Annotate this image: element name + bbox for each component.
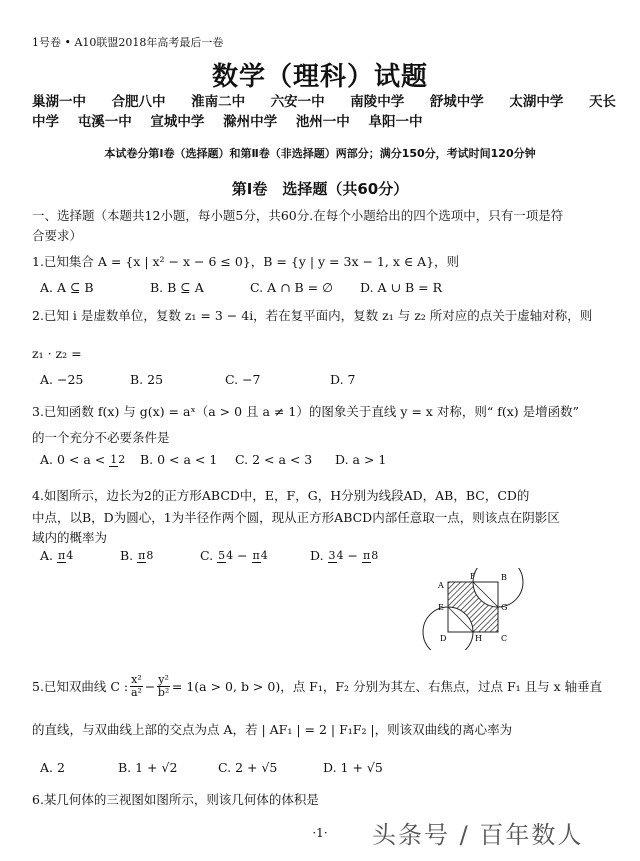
option-b: B. π8: [120, 548, 154, 563]
fraction: π8: [363, 549, 379, 562]
option-c: C. 2 + √5: [218, 760, 278, 775]
exam-instructions: 本试卷分第Ⅰ卷（选择题）和第Ⅱ卷（非选择题）两部分；满分150分，考试时间120分钟: [104, 147, 536, 160]
school-name: 巢湖一中: [32, 94, 86, 110]
school-name: 太湖中学: [509, 94, 564, 110]
fraction: $\frac{\text{y²}}{\text{b²}}$: [157, 673, 170, 699]
option-b: B. 25: [130, 372, 164, 387]
option-d: D. A ∪ B = R: [360, 280, 442, 295]
school-list-row-1: [32, 92, 616, 112]
option-a: A. 2: [40, 760, 65, 775]
school-name: 中学: [32, 114, 59, 130]
school-name: 屯溪一中: [77, 114, 132, 130]
label-h: H: [475, 634, 482, 643]
option-c: C. 54 − π4: [200, 548, 268, 563]
option-b: B. 1 + √2: [118, 760, 178, 775]
fraction: π4: [58, 549, 74, 562]
question-5-options: [40, 760, 423, 775]
page-number: ·1·: [312, 826, 328, 840]
question-1-stem: 1.已知集合 A = {x | x² − x − 6 ≤ 0}，B = {y | y = 3x − 1, x ∈ A}，则: [32, 254, 460, 269]
label-f: F: [470, 572, 476, 581]
school-name: 淮南二中: [191, 94, 246, 110]
school-name: 天长: [588, 94, 616, 110]
label-e: E: [438, 603, 444, 612]
page-title: 数学（理科）试题: [211, 62, 428, 92]
question-5-stem-line-1: 5.已知双曲线 C : $\frac{\text{x²}}{\text{a²}}$ − $\frac{\text{y²}}{\text{b²}}$ = 1(a > 0, b > 0)，点 F₁，F₂ 分别为其左、右焦点，过点 F₁ 且与 x 轴垂直: [32, 673, 603, 699]
label-d: D: [440, 634, 447, 643]
label-g: G: [501, 603, 508, 612]
fraction: 34: [328, 549, 344, 562]
school-name: 滁州中学: [223, 114, 278, 130]
question-2-options: [40, 372, 410, 387]
fraction: 54: [218, 549, 234, 562]
school-name: 合肥八中: [111, 94, 166, 110]
question-4-options: [40, 548, 420, 563]
school-name: 六安一中: [270, 94, 325, 110]
school-name: 南陵中学: [350, 94, 405, 110]
option-c: C. 2 < a < 3: [235, 452, 313, 467]
exam-header: 1号卷 • A10联盟2018年高考最后一卷: [32, 36, 224, 49]
section-title: 第Ⅰ卷 选择题（共60分）: [231, 180, 409, 198]
question-4-stem-line-2: 中点，以B，D为圆心，1为半径作两个圆，现从正方形ABCD内部任意取一点，则该点在阴影区: [32, 510, 560, 525]
fraction: π8: [138, 549, 154, 562]
option-a: A. 0 < a < 12: [40, 452, 126, 467]
option-a: A. −25: [40, 372, 84, 387]
fraction: $\frac{\text{x²}}{\text{a²}}$: [130, 673, 142, 699]
option-a: A. A ⊆ B: [40, 280, 94, 295]
school-name: 池州一中: [295, 114, 350, 130]
shaded-region: [448, 582, 498, 632]
option-d: D. 1 + √5: [323, 760, 383, 775]
question-3-options: [40, 452, 415, 467]
label-c: C: [501, 634, 508, 643]
school-name: 宣城中学: [150, 114, 205, 130]
question-3-stem-line-1: 3.已知函数 f(x) 与 g(x) = aˣ（a > 0 且 a ≠ 1）的图象关于直线 y = x 对称，则“ f(x) 是增函数”: [32, 404, 579, 419]
label-b: B: [501, 573, 507, 582]
option-a: A. π4: [40, 548, 74, 563]
option-d: D. 7: [330, 372, 356, 387]
question-1-options: [40, 280, 470, 295]
question-5-stem-line-2: 的直线，与双曲线上部的交点为点 A，若 | AF₁ | = 2 | F₁F₂ |，则该双曲线的离心率为: [32, 722, 513, 737]
school-list-row-2: [32, 112, 616, 132]
section-intro-line-2: 合要求）: [32, 228, 83, 243]
fraction: 12: [110, 453, 126, 466]
watermark: 头条号 / 百年数人: [372, 821, 584, 849]
question-4-stem-line-3: 域内的概率为: [32, 530, 108, 545]
question-2-expression: z₁ · z₂ =: [32, 346, 82, 361]
option-d: D. 34 − π8: [310, 548, 379, 563]
question-6-stem: 6.某几何体的三视图如图所示，则该几何体的体积是: [32, 792, 319, 807]
fraction: π4: [252, 549, 268, 562]
option-b: B. B ⊆ A: [150, 280, 204, 295]
question-4-figure: [412, 568, 536, 650]
option-b: B. 0 < a < 1: [140, 452, 218, 467]
option-c: C. −7: [225, 372, 261, 387]
section-intro-line-1: 一、选择题（本题共12小题，每小题5分，共60分.在每个小题给出的四个选项中，只有一项是符: [32, 208, 564, 223]
school-name: 舒城中学: [429, 94, 484, 110]
question-2-stem: 2.已知 i 是虚数单位，复数 z₁ = 3 − 4i，若在复平面内，复数 z₁ 与 z₂ 所对应的点关于虚轴对称，则: [32, 308, 593, 323]
question-4-stem-line-1: 4.如图所示，边长为2的正方形ABCD中，E，F，G，H分别为线段AD，AB，BC，CD的: [32, 488, 530, 503]
school-name: 阜阳一中: [368, 114, 423, 130]
label-a: A: [438, 581, 444, 590]
question-3-stem-line-2: 的一个充分不必要条件是: [32, 430, 170, 445]
option-d: D. a > 1: [335, 452, 387, 467]
option-c: C. A ∩ B = ∅: [250, 280, 334, 295]
